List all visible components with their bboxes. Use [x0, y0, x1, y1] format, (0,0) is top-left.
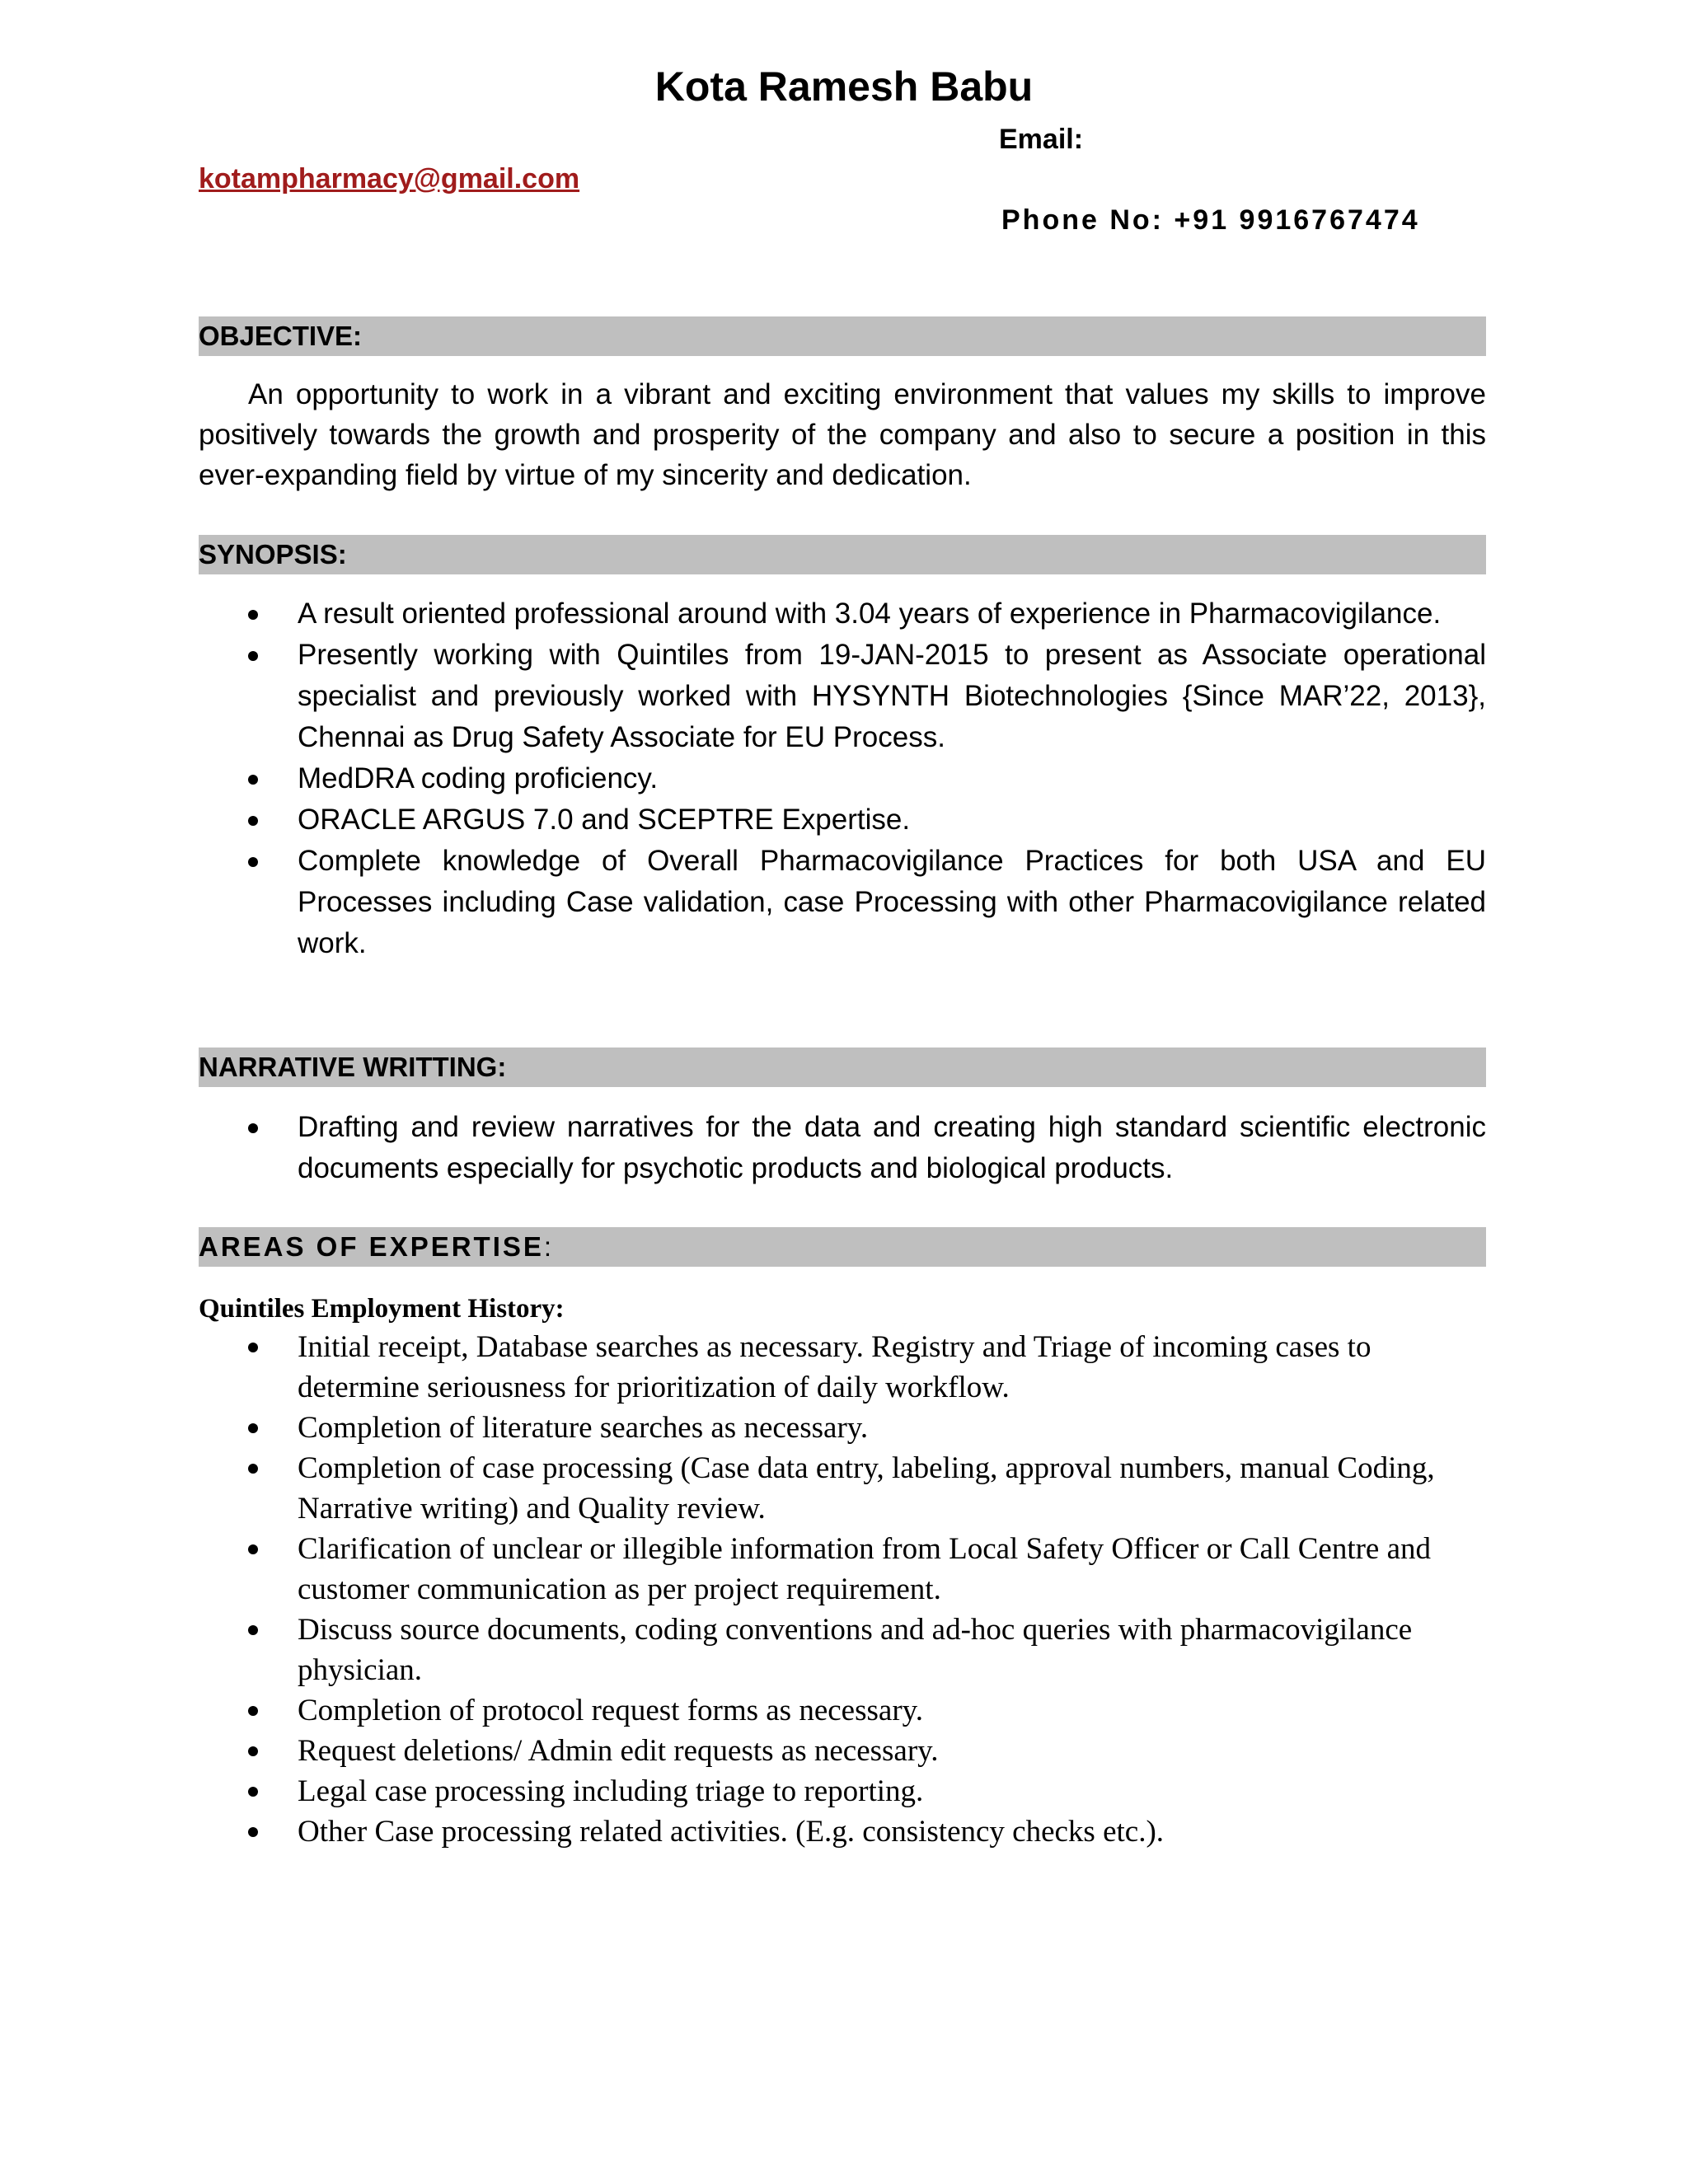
list-item: Completion of protocol request forms as necessary.	[199, 1690, 1486, 1731]
email-link[interactable]: kotampharmacy@gmail.com	[199, 163, 580, 194]
list-item: Completion of case processing (Case data entry, labeling, approval numbers, manual Coding, Narrative writing) and Quality review.	[199, 1448, 1486, 1529]
expertise-heading-text: AREAS OF EXPERTISE	[199, 1231, 544, 1262]
list-item: Completion of literature searches as necessary.	[199, 1408, 1486, 1448]
list-item: Presently working with Quintiles from 19-JAN-2015 to present as Associate operational specialist and previously worked with HYSYNTH Biotechnologies {Since MAR’22, 2013}, Chennai as Drug Safety Associate for EU Process.	[199, 635, 1486, 758]
list-item: Request deletions/ Admin edit requests as necessary.	[199, 1731, 1486, 1771]
list-item: Discuss source documents, coding conventions and ad-hoc queries with pharmacovigilance physician.	[199, 1610, 1486, 1690]
narrative-heading	[199, 1047, 1486, 1087]
employment-history-subheading: Quintiles Employment History:	[199, 1294, 565, 1324]
list-item: Legal case processing including triage to reporting.	[199, 1771, 1486, 1811]
list-item: Drafting and review narratives for the data and creating high standard scientific electronic documents especially for psychotic products and biological products.	[199, 1107, 1486, 1189]
list-item: ORACLE ARGUS 7.0 and SCEPTRE Expertise.	[199, 799, 1486, 841]
expertise-heading-colon: :	[543, 1231, 552, 1262]
narrative-list	[199, 1107, 1486, 1189]
expertise-list	[199, 1327, 1486, 1852]
list-item: Complete knowledge of Overall Pharmacovigilance Practices for both USA and EU Processes including Case validation, case Processing with other Pharmacovigilance related work.	[199, 841, 1486, 964]
synopsis-heading-text: SYNOPSIS:	[199, 539, 347, 569]
objective-text: An opportunity to work in a vibrant and exciting environment that values my skills to improve positively towards the growth and prosperity of the company and also to secure a position in this ever-expanding field by virtue of my sincerity and dedication.	[199, 378, 1486, 491]
objective-heading-text: OBJECTIVE:	[199, 321, 363, 351]
candidate-name: Kota Ramesh Babu	[654, 63, 1034, 110]
email-label: Email:	[999, 124, 1084, 155]
objective-paragraph	[199, 374, 1486, 495]
list-item: Initial receipt, Database searches as necessary. Registry and Triage of incoming cases to determine seriousness for prioritization of daily workflow.	[199, 1327, 1486, 1408]
expertise-heading	[199, 1227, 1486, 1267]
synopsis-list	[199, 593, 1486, 964]
list-item: A result oriented professional around with 3.04 years of experience in Pharmacovigilance.	[199, 593, 1486, 635]
list-item: MedDRA coding proficiency.	[199, 758, 1486, 799]
list-item: Clarification of unclear or illegible information from Local Safety Officer or Call Centre and customer communication as per project requirement.	[199, 1529, 1486, 1610]
objective-heading	[199, 316, 1486, 356]
narrative-heading-text: NARRATIVE WRITTING:	[199, 1052, 507, 1082]
list-item: Other Case processing related activities. (E.g. consistency checks etc.).	[199, 1811, 1486, 1852]
synopsis-heading	[199, 535, 1486, 574]
phone-number: Phone No: +91 9916767474	[1001, 204, 1420, 236]
